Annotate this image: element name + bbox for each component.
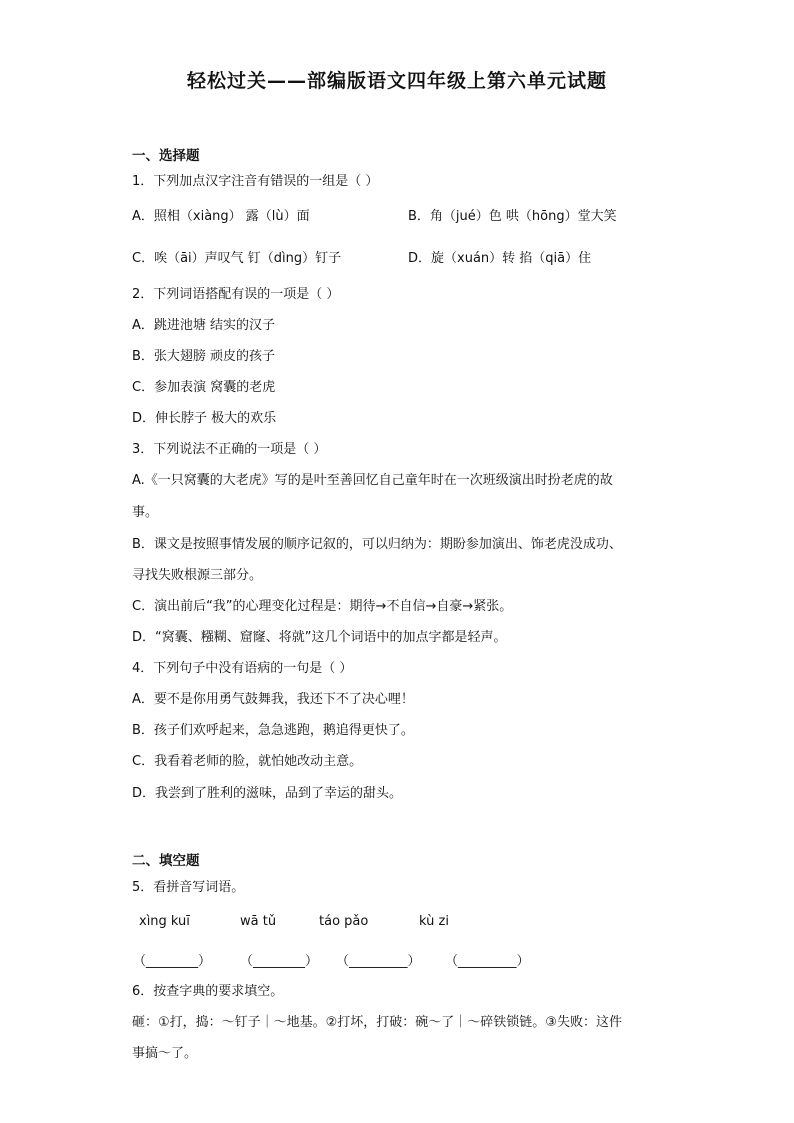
question-2-stem: 2．下列词语搭配有误的一项是（ ） bbox=[132, 287, 340, 302]
question-1-option-c: C．唉（āi）声叹气 钉（dìng）钉子 bbox=[132, 251, 342, 266]
question-3-line: D．“窝囊、糨糊、窟窿、将就”这几个词语中的加点字都是轻声。 bbox=[132, 630, 507, 645]
question-1-option-a: A．照相（xiàng） 露（lù）面 bbox=[132, 209, 310, 224]
pinyin-item: wā tǔ bbox=[240, 914, 277, 929]
question-3-line: B．课文是按照事情发展的顺序记叙的，可以归纳为：期盼参加演出、饰老虎没成功、 bbox=[132, 537, 622, 552]
pinyin-item: kù zi bbox=[419, 914, 449, 929]
answer-blank: （________） bbox=[133, 954, 212, 969]
question-3-stem: 3．下列说法不正确的一项是（ ） bbox=[132, 442, 327, 457]
section-heading-fill: 二、填空题 bbox=[132, 853, 200, 869]
answer-blank: （_________） bbox=[336, 954, 421, 969]
question-3-line: A.《一只窝囊的大老虎》写的是叶至善回忆自己童年时在一次班级演出时扮老虎的故 bbox=[132, 473, 613, 488]
question-3-line: 事。 bbox=[132, 505, 159, 520]
question-4-option: B．孩子们欢呼起来，急急逃跑，鹅追得更快了。 bbox=[132, 723, 414, 738]
question-2-option: A．跳进池塘 结实的汉子 bbox=[132, 318, 276, 333]
question-5-stem: 5．看拼音写词语。 bbox=[132, 880, 245, 895]
question-2-option: C．参加表演 窝囊的老虎 bbox=[132, 380, 276, 395]
question-4-stem: 4．下列句子中没有语病的一句是（ ） bbox=[132, 661, 353, 676]
pinyin-item: xìng kuī bbox=[139, 914, 190, 929]
question-6-stem: 6．按查字典的要求填空。 bbox=[132, 984, 284, 999]
question-1-stem: 1．下列加点汉字注音有错误的一组是（ ） bbox=[132, 174, 379, 189]
question-2-option: D．伸长脖子 极大的欢乐 bbox=[132, 411, 277, 426]
question-4-option: C．我看着老师的脸，就怕她改动主意。 bbox=[132, 754, 363, 769]
question-4-option: D．我尝到了胜利的滋味，品到了幸运的甜头。 bbox=[132, 786, 403, 801]
question-1-option-d: D．旋（xuán）转 掐（qiā）住 bbox=[408, 251, 592, 266]
answer-blank: （________） bbox=[240, 954, 319, 969]
answer-blank: （_________） bbox=[445, 954, 530, 969]
question-4-option: A．要不是你用勇气鼓舞我，我还下不了决心哩！ bbox=[132, 692, 414, 707]
pinyin-item: táo pǎo bbox=[319, 914, 369, 929]
question-1-option-b: B．角（jué）色 哄（hōng）堂大笑 bbox=[408, 209, 617, 224]
section-heading-choice: 一、选择题 bbox=[132, 148, 200, 164]
question-6-line: 事搞～了。 bbox=[132, 1046, 198, 1061]
page-title: 轻松过关——部编版语文四年级上第六单元试题 bbox=[186, 70, 607, 92]
question-2-option: B．张大翅膀 顽皮的孩子 bbox=[132, 349, 276, 364]
question-3-line: C．演出前后“我”的心理变化过程是：期待→不自信→自豪→紧张。 bbox=[132, 599, 513, 614]
question-6-line: 砸：①打，捣：～钉子｜～地基。②打坏，打破：碗～了｜～碎铁锁链。③失败：这件 bbox=[132, 1015, 622, 1030]
question-3-line: 寻找失败根源三部分。 bbox=[132, 568, 263, 583]
